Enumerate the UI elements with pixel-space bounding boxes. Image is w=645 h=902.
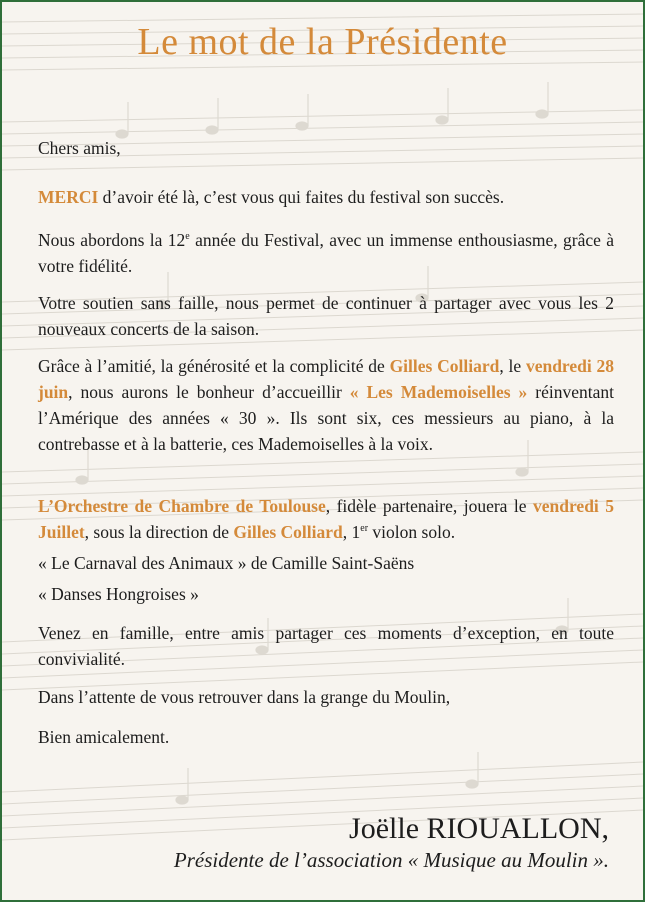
concert2-ordinal: er xyxy=(360,523,369,535)
paragraph-awaiting: Dans l’attente de vous retrouver dans la grange du Moulin, xyxy=(38,687,451,707)
paragraph-support: Votre soutien sans faille, nous permet de continuer à partager avec vous les 2 nouveaux concerts de la saison. xyxy=(38,293,614,339)
concert1-text-c: , nous aurons le bonheur d’accueillir xyxy=(68,382,350,402)
thanks-text: d’avoir été là, c’est vous qui faites du festival son succès. xyxy=(98,187,505,207)
greeting: Chers amis, xyxy=(38,138,121,158)
orchestra-name: L’Orchestre de Chambre de Toulouse xyxy=(38,496,326,516)
program-item-2: « Danses Hongroises » xyxy=(38,584,199,604)
paragraph-festival xyxy=(38,227,614,279)
concert2-text-a: , fidèle partenaire, jouera le xyxy=(325,496,533,516)
concert2-date: vendredi 5 Juillet xyxy=(38,496,615,542)
concert1-group: « Les Mademoiselles » xyxy=(349,382,528,402)
conductor-name: Gilles Colliard xyxy=(389,356,500,376)
paragraph-thanks xyxy=(38,184,614,210)
concert2-text-c: , 1 xyxy=(342,522,361,542)
paragraph-concert-2 xyxy=(38,493,614,545)
concert2-conductor: Gilles Colliard xyxy=(233,522,343,542)
concert1-date: vendredi 28 juin xyxy=(38,356,615,402)
signature-name: Joëlle RIOUALLON, xyxy=(349,812,609,845)
program-item-1: « Le Carnaval des Animaux » de Camille Saint-Saëns xyxy=(38,553,415,573)
festival-text-a: Nous abordons la 12 xyxy=(38,230,186,250)
page-title: Le mot de la Présidente xyxy=(137,21,508,63)
paragraph-invitation: Venez en famille, entre amis partager ces moments d’exception, en toute convivialité. xyxy=(38,623,614,669)
concert2-text-d: violon solo. xyxy=(368,522,456,542)
festival-ordinal: e xyxy=(185,231,190,243)
thanks-emphasis: MERCI xyxy=(38,187,99,207)
closing-line: Bien amicalement. xyxy=(38,727,170,747)
concert1-text-d: réinventant l’Amérique des années « 30 ». Ils sont six, ces messieurs au piano, à la contrebasse et à la batterie, ces Mademoiselles à la voix. xyxy=(38,382,614,454)
concert1-text-b: , le xyxy=(499,356,526,376)
festival-text-b: année du Festival, avec un immense enthousiasme, grâce à votre fidélité. xyxy=(38,230,615,276)
signature-role: Présidente de l’association « Musique au Moulin ». xyxy=(173,848,609,872)
concert2-text-b: , sous la direction de xyxy=(84,522,234,542)
paragraph-concert-1 xyxy=(38,353,614,457)
concert1-text-a: Grâce à l’amitié, la générosité et la complicité de xyxy=(38,356,390,376)
